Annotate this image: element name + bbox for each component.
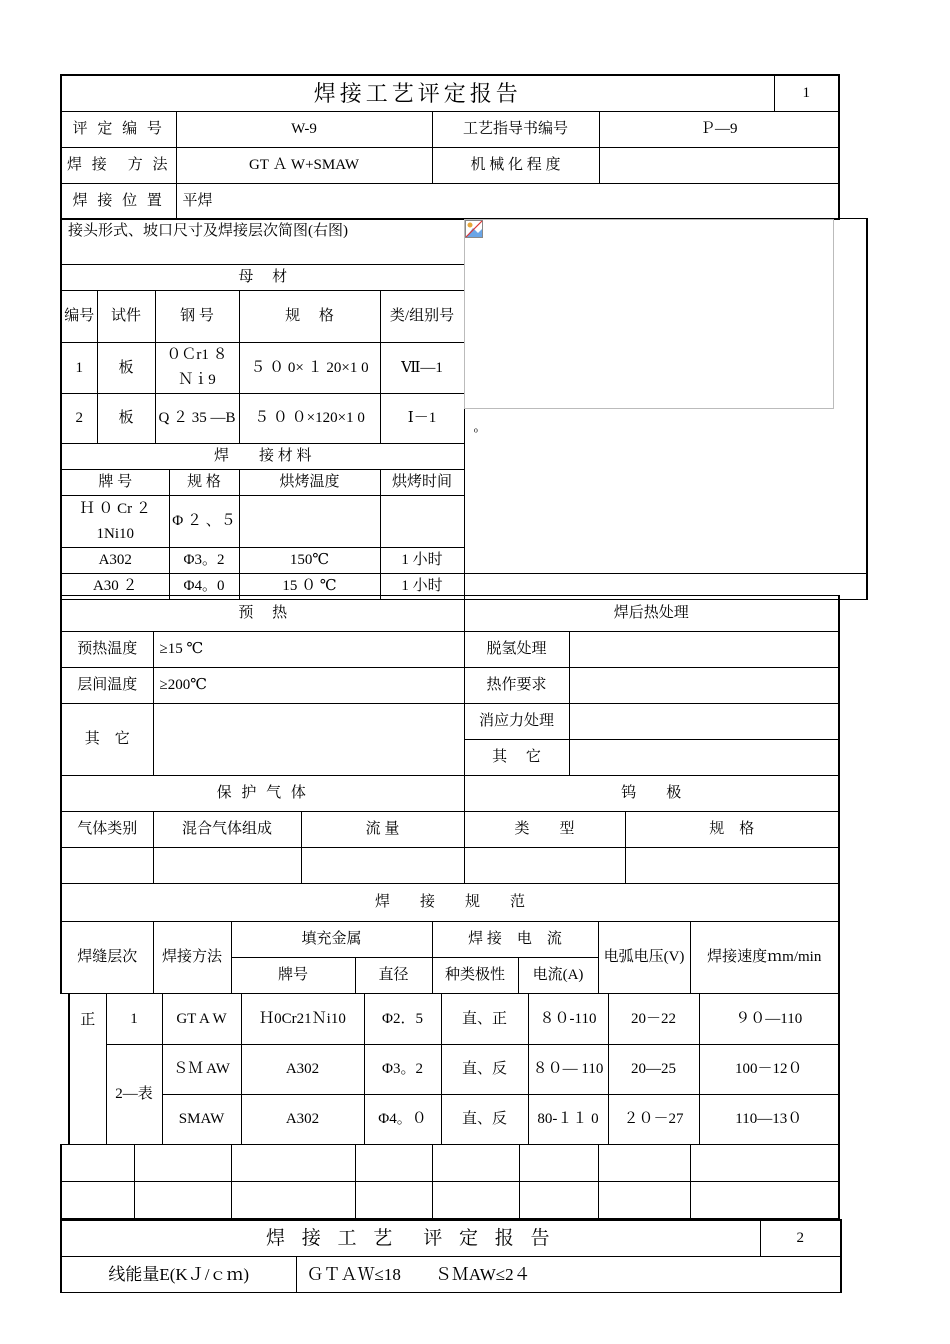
preheat-temp-label: 预热温度 [61, 632, 153, 668]
filler-header-spec: 规 格 [169, 470, 239, 496]
blank-cell [231, 1145, 355, 1182]
blank-cell [598, 1145, 690, 1182]
preheat-other-label: 其 它 [61, 704, 153, 776]
heat-req-label: 热作要求 [464, 668, 569, 704]
params-speed: 110—13０ [699, 1095, 839, 1145]
table-row [69, 994, 839, 1045]
sketch-mark: ᵒ [474, 424, 478, 439]
blank-cell [134, 1145, 231, 1182]
tungsten-type-label: 类 型 [464, 812, 625, 848]
interpass-label: 层间温度 [61, 668, 153, 704]
filler-header-bake-temp: 烘烤温度 [239, 470, 380, 496]
filler-header-bake-time: 烘烤时间 [380, 470, 464, 496]
blank-cell [598, 1182, 690, 1219]
filler-cell [239, 496, 380, 548]
method-label: 焊 接 方 法 [61, 147, 176, 183]
params-layer: 1 [106, 994, 162, 1045]
position-value: 平焊 [176, 183, 839, 219]
stress-relief-label: 消应力处理 [464, 704, 569, 740]
preheat-other-value [153, 704, 464, 776]
joint-sketch-frame [464, 219, 834, 409]
base-metal-cell: 2 [61, 394, 97, 444]
treatment-table [60, 595, 840, 884]
report2-title: 焊 接 工 艺 评 定 报 告 [61, 1220, 760, 1256]
header-table [60, 74, 840, 220]
wps-no-label: 工艺指导书编号 [432, 111, 599, 147]
filler-cell: 1 小时 [380, 574, 464, 600]
filler-cell: Φ ２ 、５ [169, 496, 239, 548]
report2-page-number: 2 [760, 1220, 841, 1256]
params-method: ＳＭ AW [162, 1045, 241, 1095]
params-amp: 80-１１ 0 [528, 1095, 608, 1145]
page-number: 1 [774, 75, 839, 111]
base-metal-cell: ５ ０ 0× １ 20×1 0 [239, 343, 380, 394]
dehydrogen-label: 脱氢处理 [464, 632, 569, 668]
gas-flow-label: 流 量 [301, 812, 464, 848]
gas-type-label: 气体类别 [61, 812, 153, 848]
heat-req-value [569, 668, 839, 704]
blank-cell [61, 1182, 134, 1219]
params-layer: 2—表 [106, 1045, 162, 1145]
method-value: GT Ａ W+SMAW [176, 147, 432, 183]
report-title: 焊接工艺评定报告 [61, 75, 774, 111]
params-polarity: 直、正 [441, 994, 528, 1045]
image-placeholder-icon [465, 220, 483, 238]
params-header-filler: 填充金属 [231, 922, 432, 958]
blank-cell [432, 1145, 519, 1182]
params-brand: A302 [241, 1095, 364, 1145]
blank-cell [355, 1145, 432, 1182]
params-method: GT A W [162, 994, 241, 1045]
eval-no-value: W-9 [176, 111, 432, 147]
blank-cell [519, 1182, 598, 1219]
params-header-speed: 焊接速度ｍm/min [690, 922, 839, 994]
filler-cell [380, 496, 464, 548]
params-header-brand: 牌号 [231, 958, 355, 994]
params-amp: ８０-110 [528, 994, 608, 1045]
params-speed: 100－12０ [699, 1045, 839, 1095]
report2-table [60, 1219, 842, 1293]
table-row [69, 1045, 839, 1095]
pwht-title: 焊后热处理 [464, 596, 839, 632]
base-metal-cell: 板 [97, 343, 155, 394]
blank-cell [432, 1182, 519, 1219]
energy-value: ＧＴＡＷ≤18 ＳＭAW≤2４ [296, 1256, 841, 1292]
interpass-value: ≥200℃ [153, 668, 464, 704]
params-volt: ２０－27 [608, 1095, 699, 1145]
blank-rows-table [60, 1144, 840, 1220]
params-amp: ８０— 110 [528, 1045, 608, 1095]
pwht-other-value [569, 740, 839, 776]
base-metal-header-spec: 规 格 [239, 291, 380, 343]
params-method: SMAW [162, 1095, 241, 1145]
filler-cell: Ｈ ０ Cr ２ 1Ni10 [61, 496, 169, 548]
filler-header-brand: 牌 号 [61, 470, 169, 496]
blank-cell [355, 1182, 432, 1219]
params-header-dia: 直径 [355, 958, 432, 994]
base-metal-header-steel: 钢 号 [155, 291, 239, 343]
params-polarity: 直、反 [441, 1095, 528, 1145]
base-metal-cell: Ⅰ－1 [380, 394, 464, 444]
params-dia: Φ3。2 [364, 1045, 441, 1095]
tungsten-type-value [464, 848, 625, 884]
params-volt: 20－22 [608, 994, 699, 1045]
params-title: 焊 接 规 范 [61, 884, 839, 922]
params-header-amp: 电流(A) [518, 958, 598, 994]
base-metal-title: 母 材 [61, 265, 464, 291]
base-metal-cell: ０Ｃr1 ８ Ｎｉ9 [155, 343, 239, 394]
params-volt: 20—25 [608, 1045, 699, 1095]
gas-type-value [61, 848, 153, 884]
table-row [61, 1182, 839, 1219]
filler-cell: 1 小时 [380, 548, 464, 574]
base-metal-cell: 板 [97, 394, 155, 444]
wps-no-value: Ｐ—9 [599, 111, 839, 147]
params-rows-table [68, 993, 840, 1145]
table-row [61, 1145, 839, 1182]
params-header-polarity: 种类极性 [432, 958, 518, 994]
eval-no-label: 评 定 编 号 [61, 111, 176, 147]
joint-label: 接头形式、坡口尺寸及焊接层次简图(右图) [61, 219, 464, 265]
blank-cell [231, 1182, 355, 1219]
preheat-temp-value: ≥15 ℃ [153, 632, 464, 668]
blank-cell [690, 1182, 839, 1219]
filler-cell: 150℃ [239, 548, 380, 574]
params-dia: Φ2．5 [364, 994, 441, 1045]
energy-label: 线能量E(KＪ/ｃｍ) [61, 1256, 296, 1292]
filler-cell: 15 ０ ℃ [239, 574, 380, 600]
mech-value [599, 147, 839, 183]
gas-title: 保 护 气 体 [61, 776, 464, 812]
filler-cell: Φ4。0 [169, 574, 239, 600]
params-brand: Ｈ0Cr21Ｎi10 [241, 994, 364, 1045]
params-header-layer: 焊缝层次 [61, 922, 153, 994]
params-speed: ９０—110 [699, 994, 839, 1045]
filler-title: 焊 接 材 料 [61, 444, 464, 470]
params-brand: A302 [241, 1045, 364, 1095]
base-metal-cell: Ⅶ—1 [380, 343, 464, 394]
tungsten-spec-value [625, 848, 839, 884]
gas-mix-label: 混合气体组成 [153, 812, 301, 848]
gas-flow-value [301, 848, 464, 884]
base-metal-header-piece: 试件 [97, 291, 155, 343]
params-dia: Φ4。０ [364, 1095, 441, 1145]
params-header-current: 焊 接 电 流 [432, 922, 598, 958]
gas-mix-value [153, 848, 301, 884]
base-metal-header-group: 类/组别号 [380, 291, 464, 343]
params-header-voltage: 电弧电压(V) [598, 922, 690, 994]
base-metal-cell: Q ２ 35 —B [155, 394, 239, 444]
params-polarity: 直、反 [441, 1045, 528, 1095]
params-header-method: 焊接方法 [153, 922, 231, 994]
blank-cell [519, 1145, 598, 1182]
base-metal-cell: ５ ０ ０×120×1 0 [239, 394, 380, 444]
filler-cell: A30 ２ [61, 574, 169, 600]
stress-relief-value [569, 704, 839, 740]
preheat-title: 预 热 [61, 596, 464, 632]
blank-cell [134, 1182, 231, 1219]
blank-cell [61, 1145, 134, 1182]
tungsten-spec-label: 规 格 [625, 812, 839, 848]
table-row [69, 1095, 839, 1145]
side-label: 正 [69, 994, 106, 1145]
mech-label: 机 械 化 程 度 [432, 147, 599, 183]
base-metal-header-no: 编号 [61, 291, 97, 343]
blank-cell [690, 1145, 839, 1182]
dehydrogen-value [569, 632, 839, 668]
base-metal-cell: 1 [61, 343, 97, 394]
params-header-table [60, 883, 840, 994]
pwht-other-label: 其 它 [464, 740, 569, 776]
position-label: 焊 接 位 置 [61, 183, 176, 219]
filler-cell: Φ3。2 [169, 548, 239, 574]
tungsten-title: 钨 极 [464, 776, 839, 812]
filler-cell: A302 [61, 548, 169, 574]
